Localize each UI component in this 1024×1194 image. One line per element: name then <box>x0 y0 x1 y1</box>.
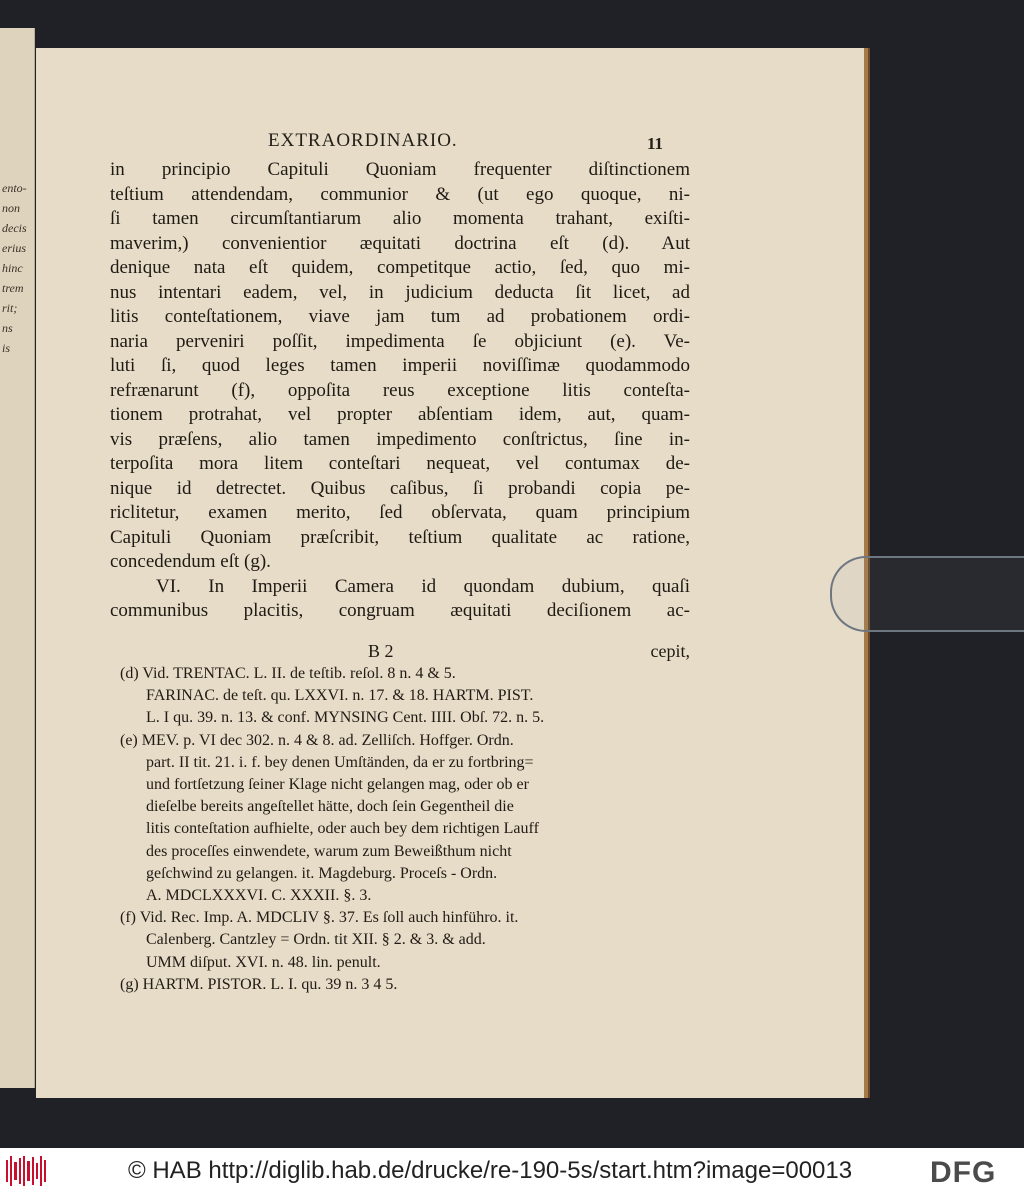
footnote-line: (e) MEV. p. VI dec 302. n. 4 & 8. ad. Zelliſch. Hoffger. Ordn. <box>120 731 514 749</box>
left-page-fragment: is <box>2 341 11 355</box>
left-page-fragment: ns <box>2 321 13 335</box>
footnote-line: A. MDCLXXXVI. C. XXXII. §. 3. <box>146 887 372 905</box>
main-text-block <box>110 158 690 624</box>
text-line: riclitetur, examen merito, ſed obſervata, quam principium <box>110 502 690 523</box>
text-line: naria perveniri poſſit, impedimenta ſe objiciunt (e). Ve- <box>110 330 690 352</box>
footer-bar <box>0 1148 1024 1194</box>
text-line: nique id detrectet. Quibus caſibus, ſi probandi copia pe- <box>110 477 690 499</box>
text-line: luti ſi, quod leges tamen imperii noviſſimæ quodammodo <box>110 355 690 376</box>
copyright-url-text: © HAB http://diglib.hab.de/drucke/re-190-5s/start.htm?image=00013 <box>128 1157 853 1184</box>
footnote-line: geſchwind zu gelangen. it. Magdeburg. Proceſs - Ordn. <box>146 864 498 882</box>
text-line: ſi tamen circumſtantiarum alio momenta trahant, exiſti- <box>110 208 690 229</box>
footnotes-block <box>120 663 690 996</box>
signature-mark: B 2 <box>368 641 394 661</box>
left-page-fragment: decis <box>2 221 27 235</box>
text-line: vis præſens, alio tamen impedimento conſtrictus, ſine in- <box>110 428 690 450</box>
left-page-fragment: trem <box>2 281 24 295</box>
running-header: EXTRAORDINARIO. <box>268 130 458 151</box>
left-page-text-fragments <box>0 178 34 358</box>
left-page-fragment: erius <box>2 241 26 255</box>
text-line: Capituli Quoniam præſcribit, teſtium qualitate ac ratione, <box>110 526 690 548</box>
catchword: cepit, <box>650 641 690 661</box>
book-page <box>36 48 864 1098</box>
text-line: tionem protrahat, vel propter abſentiam idem, aut, quam- <box>110 404 690 425</box>
footnote-line: dieſelbe bereits angeſtellet hätte, doch ſein Gegentheil die <box>146 798 514 816</box>
footnote-line: UMM diſput. XVI. n. 48. lin. penult. <box>146 953 381 971</box>
left-facing-page-edge <box>0 28 35 1088</box>
footnote-line: (f) Vid. Rec. Imp. A. MDCLIV §. 37. Es ſoll auch hinführo. it. <box>120 909 519 927</box>
text-line: nus intentari eadem, vel, in judicium deducta ſit licet, ad <box>110 281 690 303</box>
text-line: teſtium attendendam, communior & (ut ego quoque, ni- <box>110 183 690 205</box>
text-line: VI. In Imperii Camera id quondam dubium, quaſi <box>156 575 690 597</box>
text-line: denique nata eſt quidem, competitque actio, ſed, quo mi- <box>110 257 690 278</box>
text-line: in principio Capituli Quoniam frequenter diſtinctionem <box>110 159 690 180</box>
left-page-fragment: hinc <box>2 261 23 275</box>
left-page-fragment: non <box>2 201 20 215</box>
left-page-fragment: ento- <box>2 181 27 195</box>
text-line: litis conteſtationem, viave jam tum ad probationem ordi- <box>110 306 690 327</box>
bookmark-ribbon <box>830 556 1024 632</box>
page-number: 11 <box>647 134 664 153</box>
footnote-line: (d) Vid. TRENTAC. L. II. de teſtib. reſol. 8 n. 4 & 5. <box>120 665 456 682</box>
text-line: refrænarunt (f), oppoſita reus exceptione litis conteſta- <box>110 379 690 401</box>
footnote-line: FARINAC. de teſt. qu. LXXVI. n. 17. & 18. HARTM. PIST. <box>146 687 534 705</box>
footnote-line: Calenberg. Cantzley = Ordn. tit XII. § 2. & 3. & add. <box>146 931 486 949</box>
footnote-line: part. II tit. 21. i. f. bey denen Umſtänden, da er zu fortbring= <box>146 753 534 771</box>
footnote-line: litis conteſtation aufhielte, oder auch bey dem richtigen Lauff <box>146 820 539 838</box>
text-line: concedendum eſt (g). <box>110 551 271 572</box>
left-page-fragment: rit; <box>2 301 18 315</box>
dfg-logo: DFG <box>930 1156 997 1189</box>
footnote-line: (g) HARTM. PISTOR. L. I. qu. 39 n. 3 4 5. <box>120 975 398 993</box>
text-line: terpoſita mora litem conteſtari nequeat, vel contumax de- <box>110 453 690 474</box>
hab-barcode-logo-icon <box>6 1156 46 1186</box>
footnote-line: und fortſetzung ſeiner Klage nicht gelangen mag, oder ob er <box>146 776 529 794</box>
footnote-line: L. I qu. 39. n. 13. & conf. MYNSING Cent. IIII. Obſ. 72. n. 5. <box>146 709 545 727</box>
footnote-line: des proceſſes einwendete, warum zum Beweißthum nicht <box>146 842 512 860</box>
text-line: maverim,) convenientior æquitati doctrina eſt (d). Aut <box>110 232 690 254</box>
text-line: communibus placitis, congruam æquitati deciſionem ac- <box>110 600 690 621</box>
